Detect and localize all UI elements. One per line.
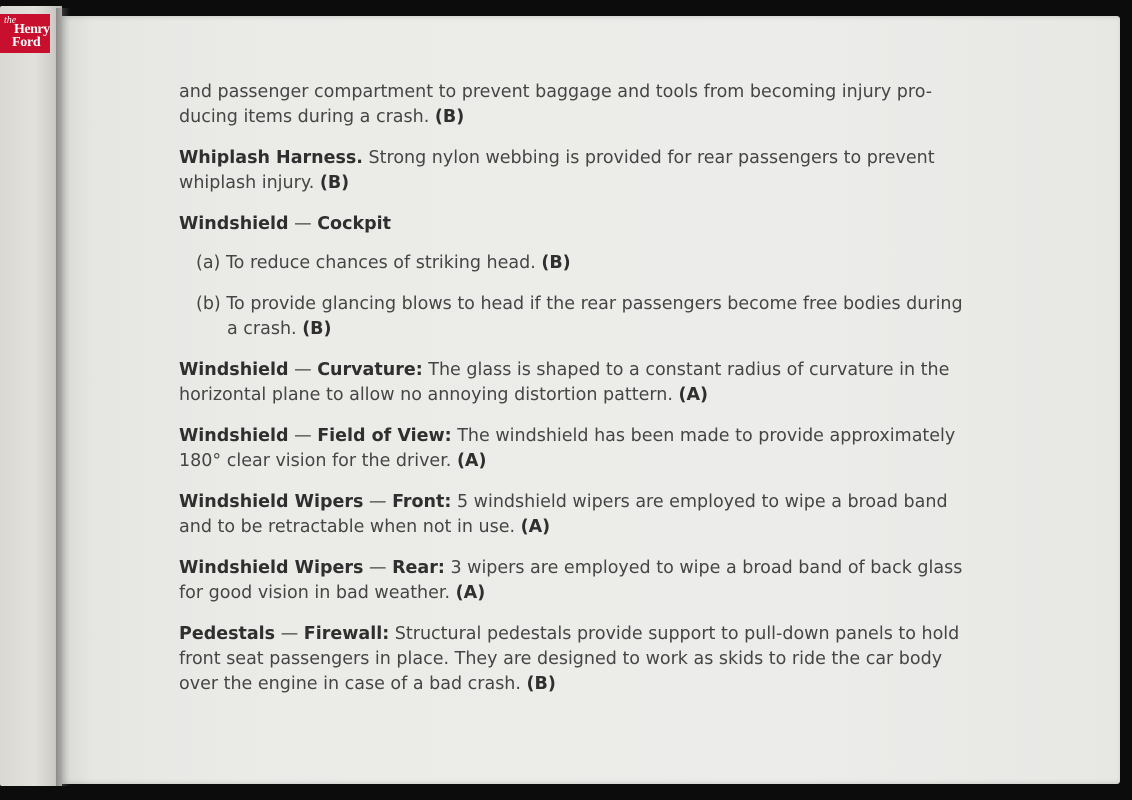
logo-the: the — [4, 15, 17, 26]
paragraph-windshield-cockpit — [179, 212, 969, 237]
em-dash: — — [294, 426, 312, 446]
rating-label: (A) — [455, 583, 486, 603]
heading-secondary: Cockpit — [317, 214, 391, 234]
heading-primary: Pedestals — [179, 624, 276, 644]
paragraph-text: Strong nylon webbing is provided for rear passengers to prevent whiplash injury. — [179, 148, 935, 193]
heading-secondary: Firewall: — [303, 624, 390, 644]
em-dash: — — [368, 558, 387, 578]
paragraph-text: 3 wipers are employed to wipe a broad band of back glass for good vision in bad weather. — [179, 558, 963, 603]
rating-label: (B) — [302, 319, 332, 339]
sub-item-text: To reduce chances of striking head. — [225, 253, 536, 273]
rating-label: (A) — [678, 385, 709, 405]
sub-item-marker: (a) — [196, 253, 221, 273]
heading-primary: Windshield — [179, 214, 289, 234]
sub-item-a — [179, 251, 969, 276]
rating-label: (B) — [541, 253, 571, 273]
heading-secondary: Front: — [392, 492, 452, 512]
left-page-edge — [0, 6, 62, 786]
sub-item-b — [179, 292, 969, 342]
rating-label: (B) — [526, 674, 556, 694]
heading-primary: Windshield Wipers — [179, 558, 364, 578]
paragraph-whiplash-harness — [179, 146, 969, 196]
em-dash: — — [294, 214, 312, 234]
heading-primary: Windshield Wipers — [179, 492, 364, 512]
paragraph-text: The glass is shaped to a constant radius of curvature in the horizontal plane to allow no annoying distortion pattern. — [179, 360, 950, 405]
henry-ford-logo — [0, 14, 50, 53]
paragraph-text: Structural pedestals provide support to pull-down panels to hold front seat passengers in place. They are designed to work as skids to ride the car body over the engine in case of a bad crash. — [179, 624, 960, 694]
paragraph-text: 5 windshield wipers are employed to wipe a broad band and to be retractable when not in use. — [179, 492, 948, 537]
rating-label: (A) — [456, 451, 487, 471]
paragraph-wipers-rear — [179, 556, 969, 606]
heading-primary: Windshield — [179, 360, 289, 380]
rating-label: (A) — [520, 517, 551, 537]
em-dash: — — [280, 624, 299, 644]
paragraph-windshield-field-of-view — [179, 424, 969, 474]
paragraph-continued — [179, 80, 969, 130]
book-spine-shadow — [56, 8, 70, 786]
rating-label: (B) — [434, 107, 465, 127]
paragraph-text: and passenger compartment to prevent baggage and tools from becoming injury pro-ducing items during a crash. — [179, 82, 933, 127]
sub-item-text: To provide glancing blows to head if the rear passengers become free bodies during a crash. — [226, 294, 963, 339]
heading-primary: Windshield — [179, 426, 289, 446]
em-dash: — — [294, 360, 312, 380]
paragraph-text: The windshield has been made to provide approximately 180° clear vision for the driver. — [179, 426, 956, 471]
paragraph-windshield-curvature — [179, 358, 969, 408]
heading-secondary: Rear: — [392, 558, 445, 578]
page-text — [179, 80, 969, 713]
paragraph-wipers-front — [179, 490, 969, 540]
heading-secondary: Field of View: — [317, 426, 452, 446]
heading-secondary: Curvature: — [317, 360, 423, 380]
paragraph-pedestals-firewall — [179, 622, 969, 697]
sub-item-marker: (b) — [196, 294, 221, 314]
logo-ford: Ford — [12, 35, 41, 50]
rating-label: (B) — [319, 173, 350, 193]
em-dash: — — [368, 492, 387, 512]
paragraph-heading: Whiplash Harness. — [179, 148, 363, 168]
logo-henry: Henry — [14, 22, 50, 37]
